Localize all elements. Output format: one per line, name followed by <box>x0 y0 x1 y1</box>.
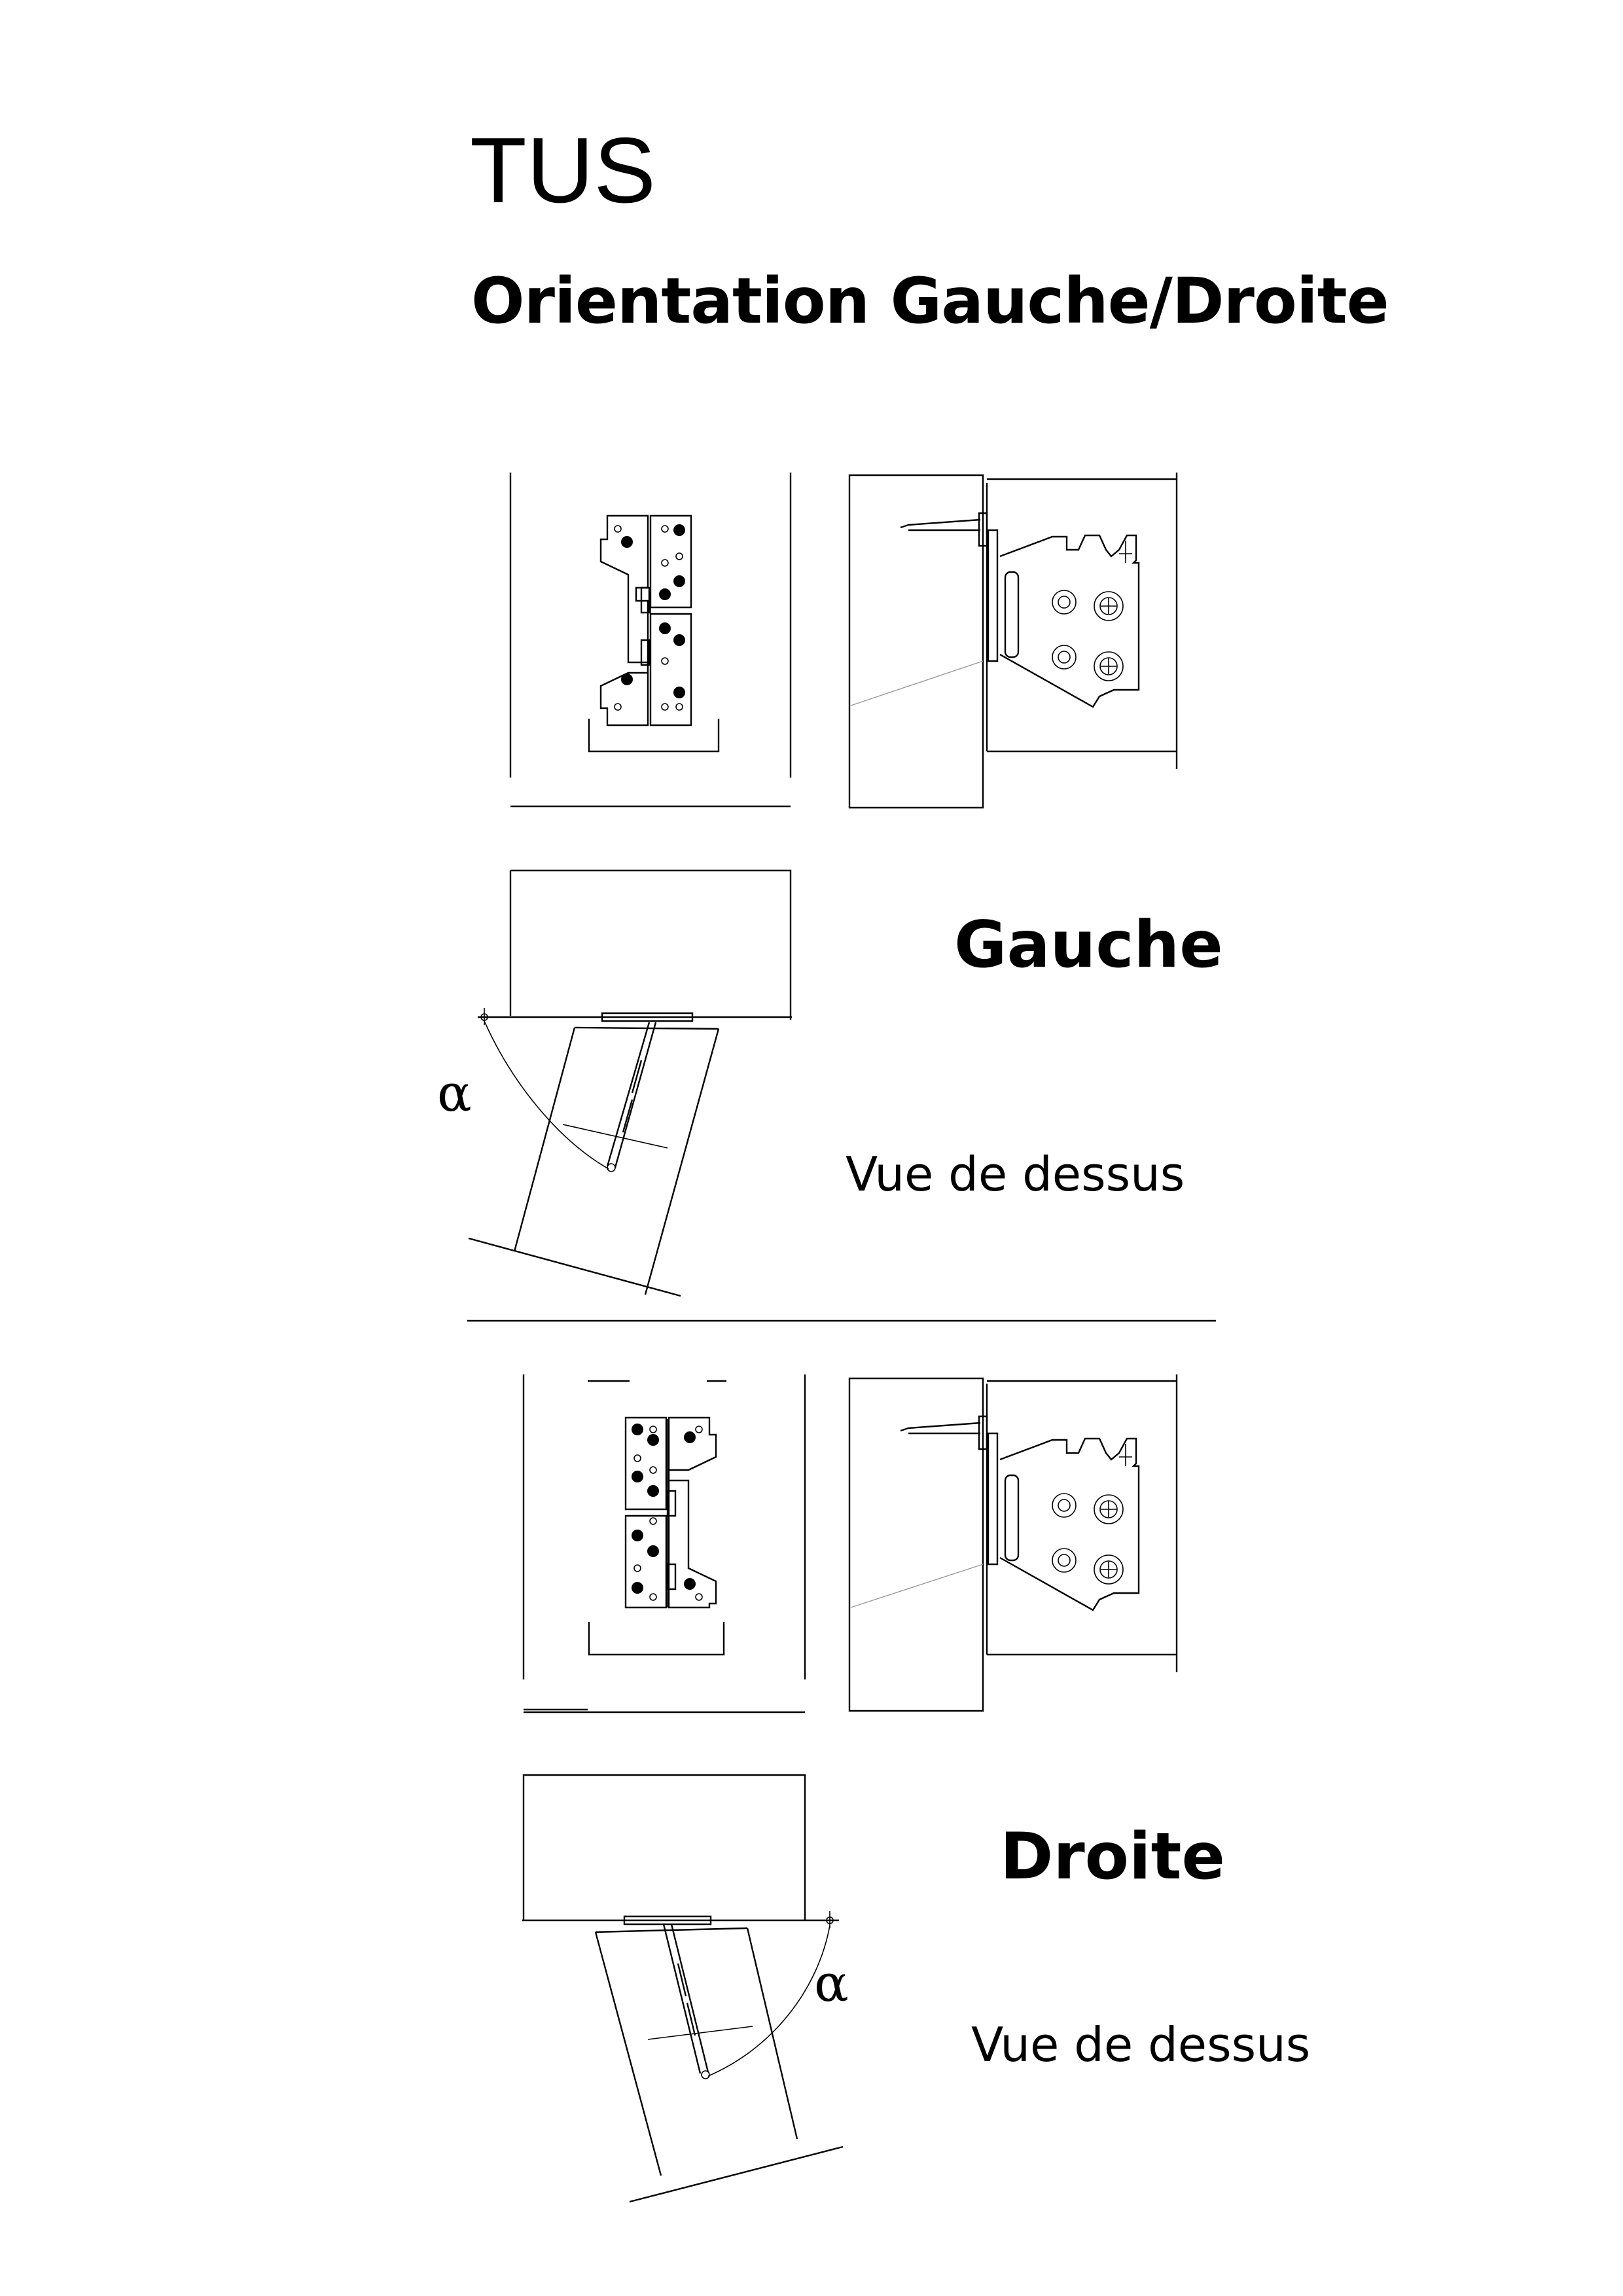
angle-label-gauche: α <box>437 1064 472 1123</box>
side-view-droite <box>849 1374 1177 1711</box>
side-view-gauche <box>849 473 1177 808</box>
hinge-droite <box>626 1418 716 1607</box>
page-title: TUS <box>470 118 656 223</box>
front-view-gauche <box>510 473 791 806</box>
section-label-gauche: Gauche <box>954 908 1223 982</box>
page-subtitle: Orientation Gauche/Droite <box>471 264 1389 338</box>
hinge-gauche <box>601 516 691 725</box>
view-label-droite: Vue de dessus <box>971 2017 1311 2072</box>
section-label-droite: Droite <box>1000 1820 1225 1894</box>
angle-label-droite: α <box>814 1954 849 2013</box>
view-label-gauche: Vue de dessus <box>846 1147 1185 1202</box>
front-view-droite <box>524 1374 805 1712</box>
top-view-gauche <box>469 870 792 1296</box>
top-view-droite <box>522 1775 843 2202</box>
